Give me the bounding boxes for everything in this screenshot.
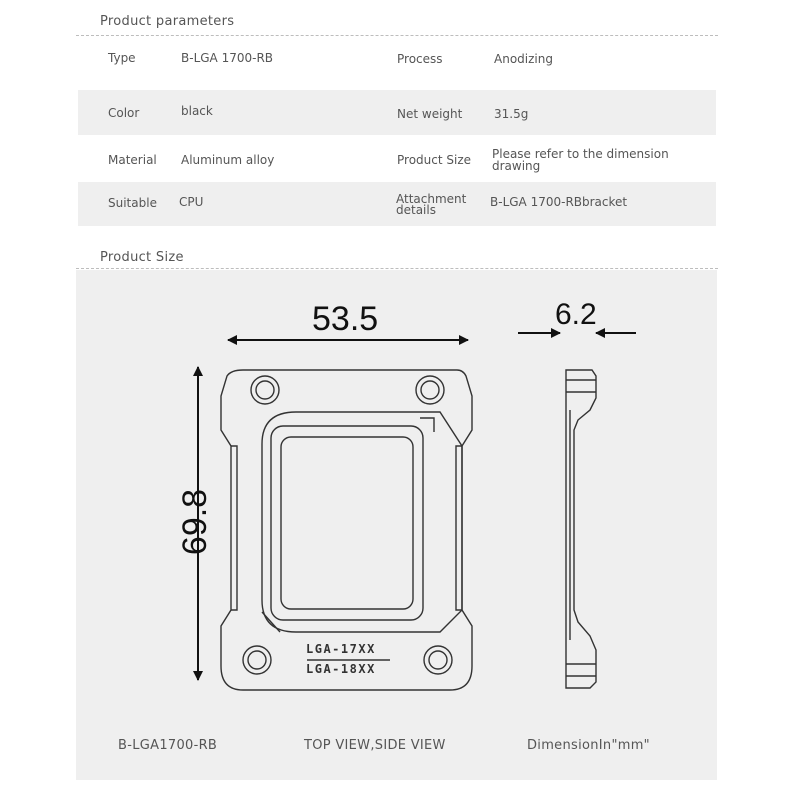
param-value: Aluminum alloy: [181, 153, 275, 167]
param-label: Material: [108, 153, 157, 167]
bracket-side-view: [566, 370, 596, 688]
param-value: CPU: [179, 195, 204, 209]
param-label: details: [396, 203, 436, 217]
product-size-title: Product Size: [100, 250, 184, 265]
param-label: Process: [397, 52, 443, 66]
caption-unit: DimensionIn"mm": [527, 738, 650, 753]
parameters-title: Product parameters: [100, 14, 235, 29]
param-value: Please refer to the dimension: [492, 147, 669, 161]
param-label: Type: [108, 51, 136, 65]
engraving-line-2: LGA-18XX: [306, 662, 376, 676]
param-label: Net weight: [397, 107, 463, 121]
param-value: black: [181, 104, 213, 118]
engraving-line-1: LGA-17XX: [306, 642, 376, 656]
width-dimension-label: 53.5: [312, 300, 379, 338]
param-value: Anodizing: [494, 52, 553, 66]
param-label: Product Size: [397, 153, 472, 167]
height-dimension-label: 69.8: [176, 488, 214, 556]
param-value: B-LGA 1700-RB: [181, 51, 274, 65]
param-value: 31.5g: [494, 107, 529, 121]
param-label: Color: [108, 106, 140, 120]
caption-model: B-LGA1700-RB: [118, 738, 218, 753]
param-label: Suitable: [108, 196, 157, 210]
param-value: drawing: [492, 159, 541, 173]
thickness-dimension-label: 6.2: [555, 298, 597, 331]
param-label: Attachment: [396, 192, 467, 206]
caption-views: TOP VIEW,SIDE VIEW: [304, 738, 446, 753]
param-value: B-LGA 1700-RBbracket: [490, 195, 628, 209]
